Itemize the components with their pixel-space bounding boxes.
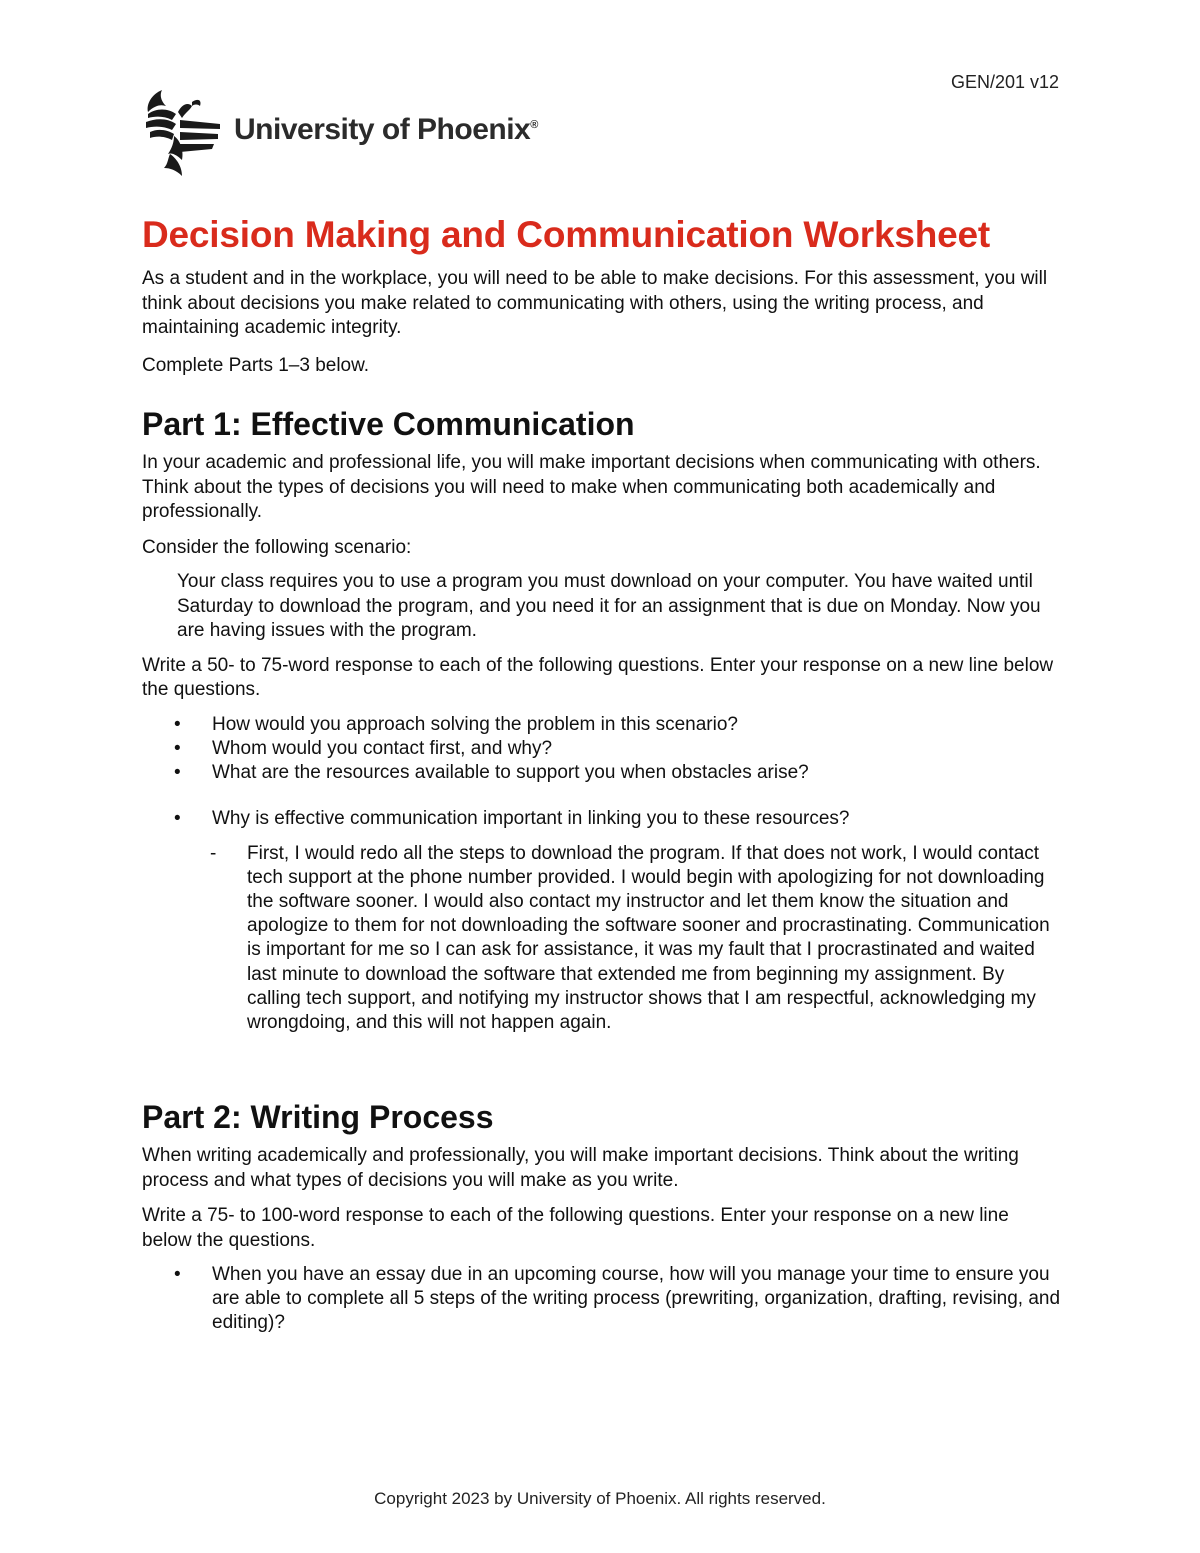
- logo-wordmark: University of Phoenix®: [234, 113, 538, 146]
- answer-dash-marker: -: [210, 842, 217, 864]
- bullet-icon: •: [174, 761, 181, 783]
- scenario-text: Your class requires you to use a program you must download on your computer. You have waited until Saturday to download the program, and you need it for an assignment that is due on Monday. Now you are having issues with the program.: [177, 571, 1041, 641]
- part1-question-list: [142, 713, 1062, 831]
- complete-parts-text: Complete Parts 1–3 below.: [142, 354, 370, 376]
- list-item: • Whom would you contact first, and why?: [174, 737, 553, 759]
- part2-description: When writing academically and professionally, you will make important decisions. Think about the writing process and what types of decisions you will make as you write.: [142, 1145, 1019, 1191]
- part1-answer: [142, 842, 1062, 1036]
- part2-heading: Part 2: Writing Process: [142, 1099, 494, 1136]
- list-item: • When you have an essay due in an upcoming course, how will you manage your time to ensure you are able to complete all 5 steps of the writing process (prewriting, organization, drafting, revising, and editing)?: [174, 1264, 1061, 1334]
- bullet-icon: •: [174, 737, 181, 759]
- part1-heading: Part 1: Effective Communication: [142, 406, 635, 442]
- part2-instructions: Write a 75- to 100-word response to each of the following questions. Enter your response on a new line below the questions.: [142, 1205, 1009, 1251]
- part1-description: In your academic and professional life, you will make important decisions when communicating with others. Think about the types of decisions you will need to make when communicating both academically and professionally.: [142, 452, 1041, 522]
- document-body: [142, 210, 1062, 1335]
- part1-instructions: Write a 50- to 75-word response to each of the following questions. Enter your response on a new line below the questions.: [142, 654, 1054, 700]
- course-code: GEN/201 v12: [950, 72, 1059, 92]
- bullet-icon: •: [174, 1264, 181, 1286]
- document-title: Decision Making and Communication Worksheet: [142, 214, 991, 255]
- phoenix-emblem-icon: [142, 84, 222, 176]
- answer-text: First, I would redo all the steps to download the program. If that does not work, I would contact tech support at the phone number provided. I would begin with apologizing for not downloading the software sooner. I would also contact my instructor and let them know the situation and apologize to them for not downloading the software sooner and procrastinating. Communication is important for me so I can ask for assistance, it was my fault that I procrastinated and waited last minute to download the software that extended me from beginning my assignment. By calling tech support, and notifying my instructor shows that I am respectful, acknowledging my wrongdoing, and this will not happen again.: [247, 842, 1050, 1033]
- university-logo: [142, 84, 538, 176]
- consider-scenario-text: Consider the following scenario:: [142, 536, 412, 558]
- list-item: • What are the resources available to support you when obstacles arise?: [174, 761, 809, 783]
- copyright-footer: Copyright 2023 by University of Phoenix. All rights reserved.: [374, 1489, 826, 1508]
- bullet-icon: •: [174, 713, 181, 735]
- registered-mark: ®: [530, 119, 538, 131]
- intro-paragraph: As a student and in the workplace, you will need to be able to make decisions. For this assessment, you will think about decisions you make related to communicating with others, using the writing process, and maintaining academic integrity.: [142, 268, 1048, 338]
- bullet-icon: •: [174, 807, 181, 829]
- list-item: • Why is effective communication important in linking you to these resources?: [174, 807, 850, 829]
- part2-question-list: [142, 1263, 1062, 1335]
- list-item: • How would you approach solving the problem in this scenario?: [174, 713, 738, 735]
